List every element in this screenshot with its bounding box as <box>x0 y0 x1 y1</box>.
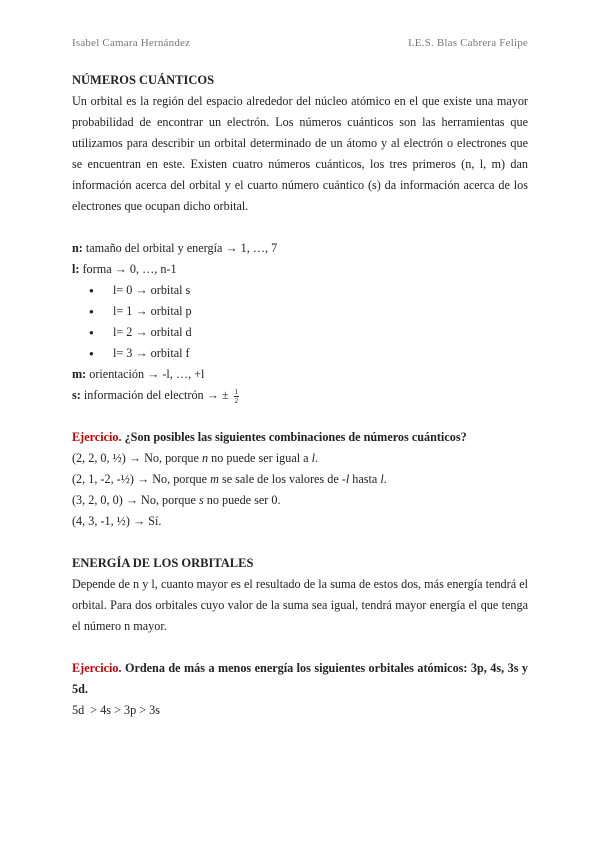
list-item: ● l= 1 → orbital p <box>72 301 528 322</box>
one-half-fraction <box>234 388 240 405</box>
answer-text: se sale de los valores de <box>218 472 342 486</box>
s-label: s: <box>72 388 81 402</box>
exercise1-text: ¿Son posibles las siguientes combinaciones de números cuánticos? <box>121 430 467 444</box>
header-author: Isabel Camara Hernández <box>72 37 191 49</box>
exercise2-label: Ejercicio. <box>72 661 122 675</box>
answer-text: hasta <box>349 472 381 486</box>
exercise1-answer-1 <box>72 448 528 469</box>
intro-paragraph: Un orbital es la región del espacio alrededor del núcleo atómico en el que existe una mayor probabilidad de encontrar un electrón. Los números cuánticos son las herramientas que utilizamos para describir un orbital determinado de un átomo y al electrón o electrones que se encuentran en este. Existen cuatro números cuánticos, los tres primeros (n, l, m) dan información acerca del orbital y el cuarto número cuántico (s) da información acerca de los electrones que ocupan dicho orbital. <box>72 94 528 213</box>
var-s: s <box>198 493 204 507</box>
exercise1-answer-3 <box>72 490 528 511</box>
answer-text: no puede ser 0. <box>203 493 281 507</box>
m-definition <box>72 364 528 385</box>
header-school: I.E.S. Blas Cabrera Felipe <box>407 37 528 49</box>
exercise1-label: Ejercicio. <box>72 430 122 444</box>
fraction-denominator: 2 <box>234 396 239 405</box>
m-label: m: <box>72 367 87 381</box>
answer-text: . <box>383 472 387 486</box>
list-item: ● l= 3 → orbital f <box>72 343 528 364</box>
l-text: forma → 0, …, n-1 <box>79 262 177 276</box>
exercise1-answer-4: (4, 3, -1, ½) → Sí. <box>72 514 162 528</box>
fraction-numerator: 1 <box>234 387 239 396</box>
s-text: información del electrón → ± <box>80 388 232 402</box>
exercise2-answer: 5d > 4s > 3p > 3s <box>72 703 160 717</box>
section-title-energia: ENERGÍA DE LOS ORBITALES <box>72 556 254 570</box>
var-l: l <box>380 472 384 486</box>
l-definition <box>72 259 528 280</box>
var-m: m <box>210 472 219 486</box>
exercise1-question <box>72 427 528 448</box>
var-n: n <box>201 451 209 465</box>
answer-text: (2, 2, 0, ½) → No, porque <box>72 451 202 465</box>
answer-text: (3, 2, 0, 0) → No, porque <box>72 493 199 507</box>
s-definition <box>72 385 528 406</box>
answer-text: no puede ser igual a <box>208 451 312 465</box>
n-label: n: <box>72 241 83 255</box>
list-item: ● l= 2 → orbital d <box>72 322 528 343</box>
answer-text: (2, 1, -2, -½) → No, porque <box>72 472 211 486</box>
section-title-numeros-cuanticos: NÚMEROS CUÁNTICOS <box>72 73 215 87</box>
n-definition <box>72 238 528 259</box>
l-values-list <box>72 280 528 364</box>
exercise2-text: Ordena de más a menos energía los siguientes orbitales atómicos: 3p, 4s, 3s y 5d. <box>72 661 528 696</box>
var-l: l <box>311 451 316 465</box>
exercise1-answer-2 <box>72 469 528 490</box>
exercise2-question <box>72 658 528 700</box>
document-body <box>72 70 528 721</box>
m-text: orientación → -l, …, +l <box>86 367 205 381</box>
n-text: tamaño del orbital y energía → 1, …, 7 <box>82 241 278 255</box>
var-minus-l: -l <box>341 472 350 486</box>
l-label: l: <box>72 262 80 276</box>
list-item: ● l= 0 → orbital s <box>72 280 528 301</box>
energy-paragraph: Depende de n y l, cuanto mayor es el resultado de la suma de estos dos, más energía tendrá el orbital. Para dos orbitales cuyo valor de la suma sea igual, tendrá mayor energía el que tenga el número n mayor. <box>72 577 528 633</box>
answer-text: . <box>315 451 319 465</box>
